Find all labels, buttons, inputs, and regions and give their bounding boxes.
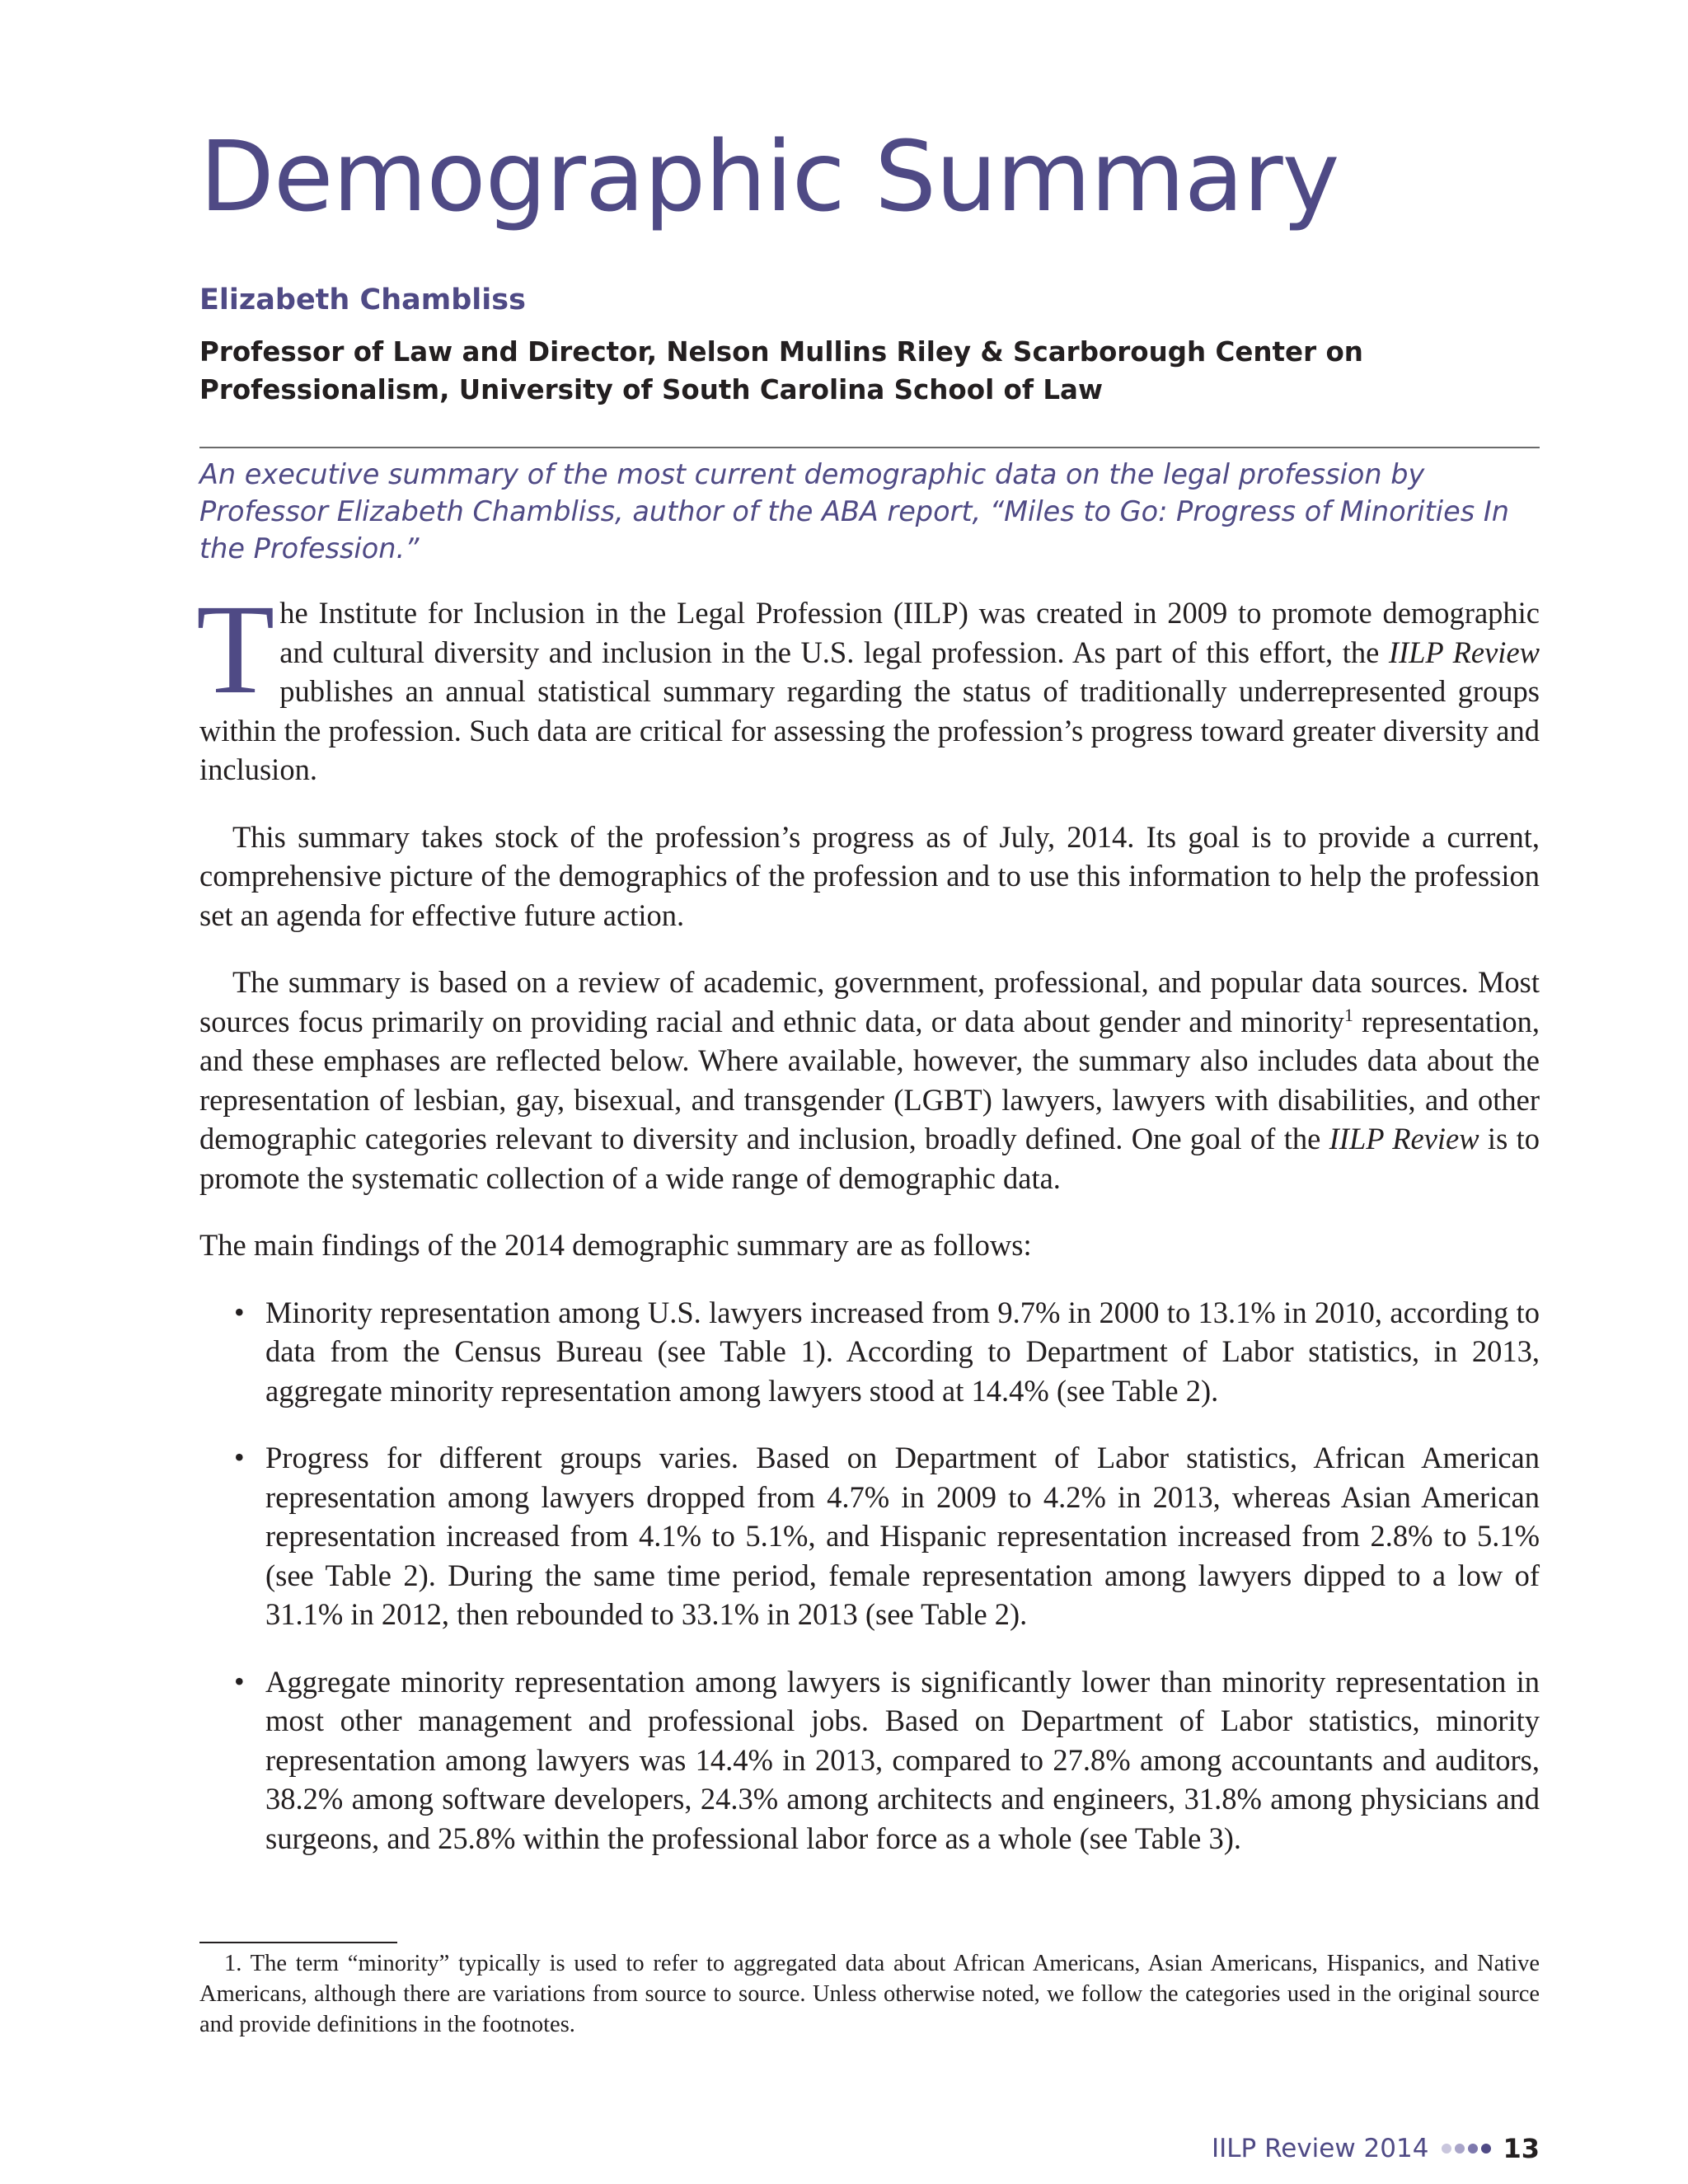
dot-icon [1442,2144,1451,2154]
paragraph-text: is to promote the systematic collection of a wide range of demographic data. [199,1122,1540,1195]
paragraph-text: publishes an annual statistical summary regarding the status of traditionally underrepresented groups within the profession. Such data are critical for assessing the profession’s progress toward greater diversity and inclusion. [199,674,1540,786]
footer-dots-icon [1442,2144,1491,2154]
footnote-number: 1. [224,1951,242,1976]
page-footer [1212,2133,1540,2164]
publication-name-italic: IILP Review [1329,1122,1479,1155]
dot-icon [1481,2144,1491,2154]
paragraph-findings-intro: The main findings of the 2014 demographic summary are as follows: [199,1228,1032,1262]
dot-icon [1455,2144,1465,2154]
paragraph-sources [199,963,1540,1197]
article-body [196,578,1540,1886]
executive-summary: An executive summary of the most current demographic data on the legal profession by Professor Elizabeth Chambliss, author of the ABA report, “Miles to Go: Progress of Minorities In the Profession.” [199,458,1509,565]
bullet-icon: • [234,1295,245,1329]
paragraph-text: he Institute for Inclusion in the Legal Profession (IILP) was created in 2009 to promote demographic and cultural diversity and inclusion in the U.S. legal profession. As part of this effort, the [279,596,1540,669]
list-item-text: Progress for different groups varies. Based on Department of Labor statistics, African American representation among lawyers dropped from 4.7% in 2009 to 4.2% in 2013, whereas Asian American representation increased from 4.1% to 5.1%, and Hispanic representation increased from 2.8% to 5.1% (see Table 2). During the same time period, female representation among lawyers dipped to a low of 31.1% in 2012, then rebounded to 33.1% in 2013 (see Table 2). [265,1441,1540,1631]
list-item-text: Aggregate minority representation among lawyers is significantly lower than minority representation in most other management and professional jobs. Based on Department of Labor statistics, minority representation among lawyers was 14.4% in 2013, compared to 27.8% among accountants and auditors, 38.2% among software developers, 24.3% among architects and engineers, 31.8% among physicians and surgeons, and 25.8% within the professional labor force as a whole (see Table 3). [265,1664,1540,1855]
footnote-text: The term “minority” typically is used to refer to aggregated data about African Americans, Asian Americans, Hispanics, and Native Americans, although there are variations from source to source. Unless otherwise noted, we follow the categories used in the original source and provide definitions in the footnotes. [199,1951,1540,2037]
footnote-divider [199,1942,397,1943]
paragraph-text: The summary is based on a review of academic, government, professional, and popular data sources. Most sources focus primarily on providing racial and ethnic data, or data about gender and minority [199,965,1540,1038]
publication-name-italic: IILP Review [1388,635,1540,669]
page-title: Demographic Summary [199,120,1339,233]
paragraph-scope: This summary takes stock of the profession’s progress as of July, 2014. Its goal is to provide a current, comprehensive picture of the demographics of the profession and to use this information to help the profession set an agenda for effective future action. [199,819,1540,932]
paragraph-text: representation, and these emphases are reflected below. Where available, however, the summary also includes data about the representation of lesbian, gay, bisexual, and transgender (LGBT) lawyers, lawyers with disabilities, and other demographic categories relevant to diversity and inclusion, broadly defined. One goal of the [199,1004,1540,1155]
list-item [199,1293,1540,1411]
footnote-reference: 1 [1343,1004,1353,1025]
list-item [199,1662,1540,1858]
bullet-icon: • [234,1664,245,1698]
publication-label: IILP Review 2014 [1212,2134,1429,2163]
findings-list [199,1293,1540,1858]
bullet-icon: • [234,1441,245,1474]
author-affiliation: Professor of Law and Director, Nelson Mullins Riley & Scarborough Center on Professionalism, University of South Carolina School of Law [199,336,1363,405]
footnote [199,1948,1540,2040]
drop-cap: T [196,578,275,720]
dot-icon [1468,2144,1478,2154]
paragraph-intro [196,578,1540,790]
header-divider [199,447,1540,448]
list-item [199,1438,1540,1634]
list-item-text: Minority representation among U.S. lawyers increased from 9.7% in 2000 to 13.1% in 2010, according to data from the Census Bureau (see Table 1). According to Department of Labor statistics, in 2013, aggregate minority representation among lawyers stood at 14.4% (see Table 2). [265,1295,1540,1408]
author-name: Elizabeth Chambliss [199,284,526,316]
page-number: 13 [1503,2133,1540,2164]
